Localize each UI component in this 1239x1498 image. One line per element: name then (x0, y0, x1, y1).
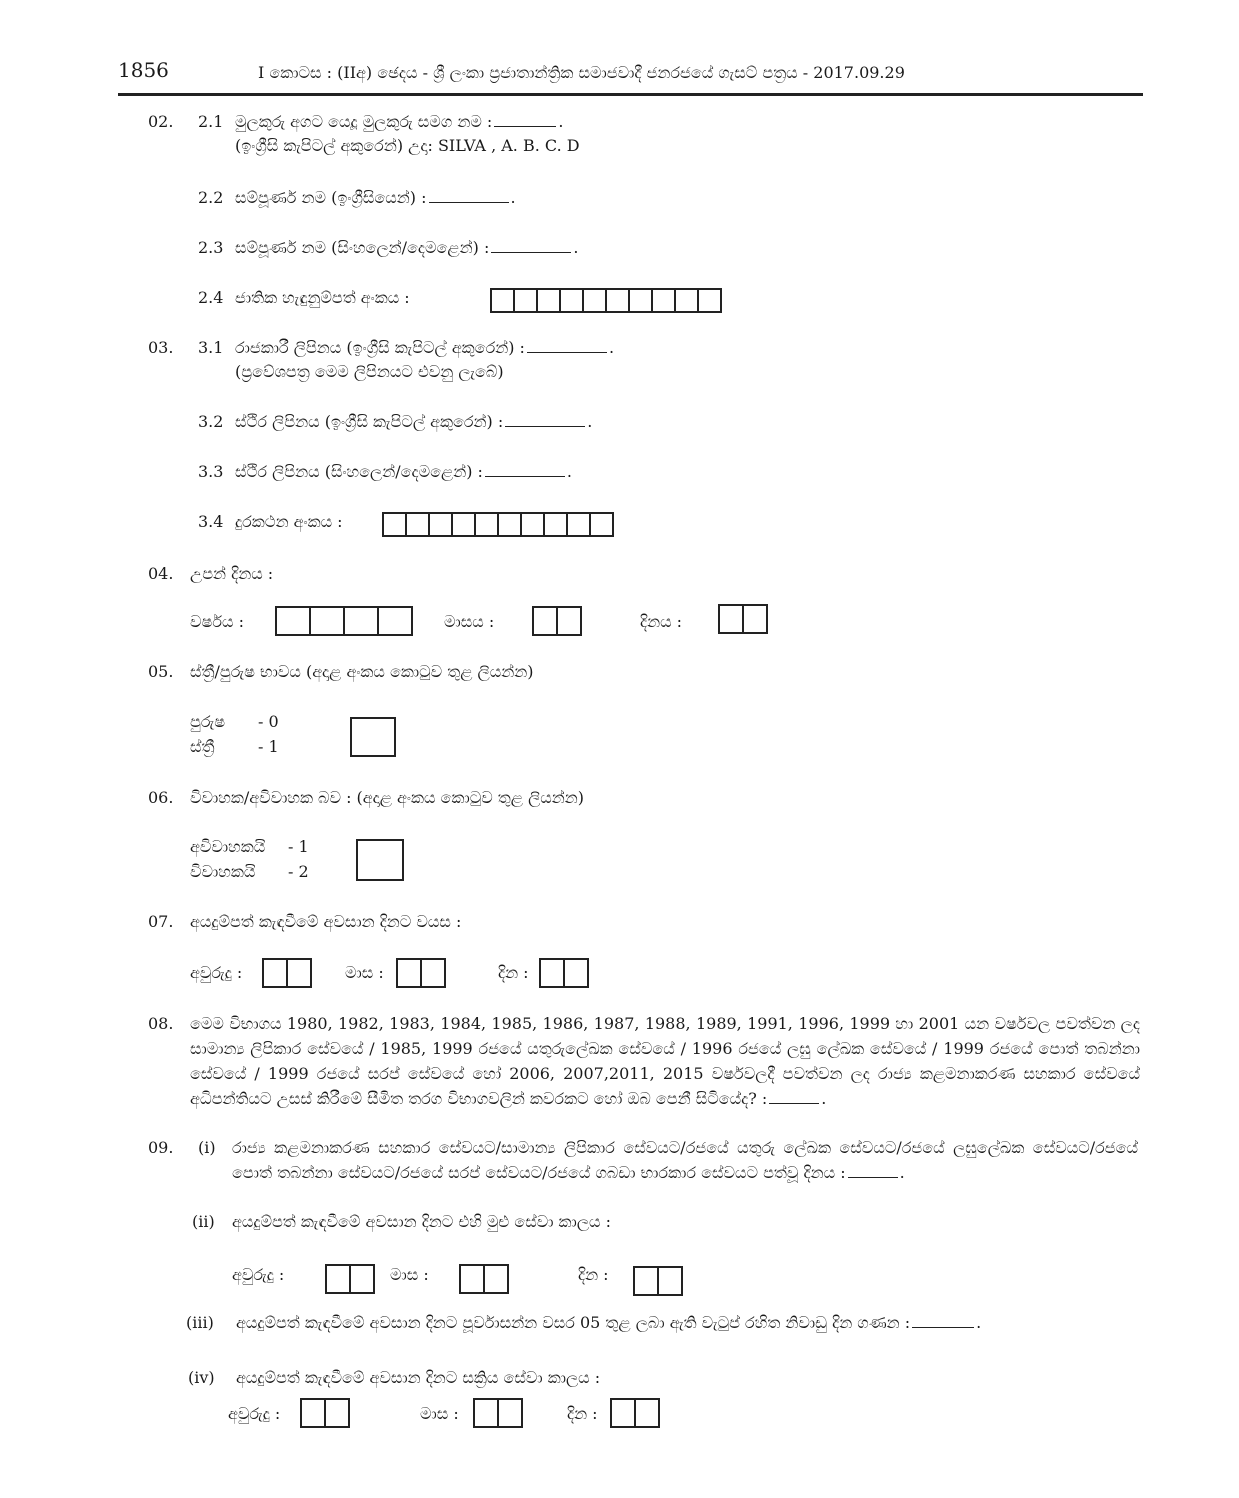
service-months-label: මාස : (390, 1265, 429, 1284)
section-05-number: 05. (148, 662, 174, 681)
item-9-iv-text: අයදුම්පත් කැඳවීමේ අවසාන දිනට සක්‍රිය සේවා කාලය : (236, 1368, 601, 1387)
gender-label: ස්ත්‍රී/පුරුෂ භාවය (අදාළ අංකය කොටුව තුළ ලියන්න) (190, 662, 534, 681)
dob-year-label: වර්ෂය : (190, 612, 244, 631)
dob-year-boxes[interactable] (275, 606, 413, 636)
active-months-label: මාස : (420, 1404, 459, 1423)
fill-line[interactable] (505, 414, 585, 427)
item-9-i-question: රාජ්‍ය කළමනාකරණ සහකාර සේවයට/සාමාන්‍ය ලිපිකාර සේවයට/රජයේ යතුරු ලේඛක සේවයට/රජයේ ලඝුලේඛක සේවයට/රජයේ පොත් තබන්නා සේවයට/රජයේ සරප් සේවයට/රජයේ ගබඩා භාරකාර සේවයට පත්වූ දිනය : . (232, 1138, 1138, 1182)
section-08-number: 08. (148, 1014, 174, 1033)
marital-unmarried-code: - 1 (288, 837, 309, 856)
header-rule (118, 93, 1143, 96)
item-9-i-number: (i) (198, 1138, 216, 1157)
item-2-1-label: මුලකුරු අගට යෙදූ මුලකුරු සමග නම : (235, 112, 493, 131)
section-08-text: මෙම විභාගය 1980, 1982, 1983, 1984, 1985, 1986, 1987, 1988, 1989, 1991, 1996, 1999 හා 2001 යන වර්ෂවල පවත්වන ලද සාමාන්‍ය ලිපිකාර සේවයේ / 1985, 1999 රජයේ යතුරුලේඛක සේවයේ / 1996 රජයේ ලඝු ලේඛක සේවයේ / 1999 රජයේ පොත් තබන්නා සේවයේ / 1999 රජයේ සරප් සේවයේ හෝ 2006, 2007,2011, 2015 වර්ෂවලදී පවත්වන ලද රාජ්‍ය කළමනාකරණ සහකාර සේවයේ අධිපන්තියට උසස් කිරීමේ සීමිත තරග විභාගවලින් කවරකට හෝ ඔබ පෙනී සිටියේද? : (190, 1014, 1140, 1108)
marital-status-label: විවාහක/අවිවාහක බව : (අදාළ අංකය කොටුව තුළ ලියන්න) (190, 788, 585, 807)
section-04-number: 04. (148, 564, 174, 583)
section-07-number: 07. (148, 912, 174, 931)
section-03-number: 03. (148, 338, 174, 357)
page-number: 1856 (118, 58, 169, 82)
item-3-4-number: 3.4 (198, 512, 224, 531)
service-years-label: අවුරුදු : (232, 1265, 285, 1284)
active-years-label: අවුරුදු : (228, 1404, 281, 1423)
section-02-number: 02. (148, 112, 174, 131)
section-08-question: මෙම විභාගය 1980, 1982, 1983, 1984, 1985, 1986, 1987, 1988, 1989, 1991, 1996, 1999 හා 2001 යන වර්ෂවල පවත්වන ලද සාමාන්‍ය ලිපිකාර සේවයේ / 1985, 1999 රජයේ යතුරුලේඛක සේවයේ / 1996 රජයේ ලඝු ලේඛක සේවයේ / 1999 රජයේ පොත් තබන්නා සේවයේ / 1999 රජයේ සරප් සේවයේ හෝ 2006, 2007,2011, 2015 වර්ෂවලදී පවත්වන ලද රාජ්‍ය කළමනාකරණ සහකාර සේවයේ අධිපන්තියට උසස් කිරීමේ සීමිත තරග විභාගවලින් කවරකට හෝ ඔබ පෙනී සිටියේද? : . (190, 1014, 1140, 1108)
service-months-boxes[interactable] (459, 1264, 509, 1294)
active-days-boxes[interactable] (610, 1398, 660, 1428)
section-06-number: 06. (148, 788, 174, 807)
item-9-iv-number: (iv) (188, 1368, 215, 1387)
gender-male-label: පුරුෂ (190, 712, 226, 731)
age-months-boxes[interactable] (396, 958, 446, 988)
item-2-3-row: සම්පූර්ණ නම (සිංහලෙන්/දෙමළෙන්) : . (235, 238, 579, 257)
item-9-iii-text: අයදුම්පත් කැඳවීමේ අවසාන දිනට පූර්වාසන්න වසර 05 තුළ ලබා ඇති වැටුප් රහිත නිවාඩු දින ගණන : (236, 1313, 911, 1332)
item-3-3-row: ස්ථිර ලිපිනය (සිංහලෙන්/දෙමළෙන්) : . (235, 462, 573, 481)
item-2-4-label: ජාතික හැඳුනුම්පත් අංකය : (235, 288, 410, 307)
item-2-2-number: 2.2 (198, 188, 224, 207)
fill-line[interactable] (527, 340, 607, 353)
item-3-4-label: දුරකථන අංකය : (235, 512, 343, 531)
active-months-boxes[interactable] (473, 1398, 523, 1428)
age-days-boxes[interactable] (539, 958, 589, 988)
item-3-1-row: රාජකාරී ලිපිනය (ඉංග්‍රීසි කැපිටල් අකුරෙන්) : . (235, 338, 615, 357)
age-years-label: අවුරුදු : (190, 963, 243, 982)
item-9-ii-text: අයදුම්පත් කැඳවීමේ අවසාන දිනට එහි මුළු සේවා කාලය : (232, 1212, 612, 1231)
item-3-1-note: (ප්‍රවේශපත්‍ර මෙම ලිපිනයට එවනු ලැබේ) (235, 362, 504, 381)
fill-line[interactable] (769, 1091, 819, 1104)
item-3-3-number: 3.3 (198, 462, 224, 481)
item-3-2-label: ස්ථිර ලිපිනය (ඉංග්‍රීසි කැපිටල් අකුරෙන්) : (235, 412, 504, 431)
fill-line[interactable] (429, 190, 509, 203)
item-2-2-row: සම්පූර්ණ නම (ඉංග්‍රීසියෙන්) : . (235, 188, 516, 207)
service-days-boxes[interactable] (633, 1266, 683, 1296)
item-9-iii-row: අයදුම්පත් කැඳවීමේ අවසාන දිනට පූර්වාසන්න වසර 05 තුළ ලබා ඇති වැටුප් රහිත නිවාඩු දින ගණන : . (236, 1313, 982, 1332)
item-3-1-number: 3.1 (198, 338, 224, 357)
marital-married-code: - 2 (288, 862, 309, 881)
marital-unmarried-label: අවිවාහකයි (190, 837, 266, 856)
item-9-i-text: රාජ්‍ය කළමනාකරණ සහකාර සේවයට/සාමාන්‍ය ලිපිකාර සේවයට/රජයේ යතුරු ලේඛක සේවයට/රජයේ ලඝුලේඛක සේවයට/රජයේ පොත් තබන්නා සේවයට/රජයේ සරප් සේවයට/රජයේ ගබඩා භාරකාර සේවයට පත්වූ දිනය : (232, 1138, 1138, 1182)
dob-month-label: මාසය : (444, 612, 495, 631)
gender-male-code: - 0 (258, 712, 279, 731)
item-9-ii-number: (ii) (192, 1212, 215, 1231)
marital-status-box[interactable] (356, 839, 404, 881)
item-9-iii-number: (iii) (186, 1313, 214, 1332)
item-2-1-example: (ඉංග්‍රීසි කැපිටල් අකුරෙන්) උදා: SILVA , A. B. C. D (235, 136, 580, 155)
fill-line[interactable] (848, 1165, 898, 1178)
age-years-boxes[interactable] (262, 958, 312, 988)
item-2-1-number: 2.1 (198, 112, 224, 131)
fill-line[interactable] (491, 240, 571, 253)
item-2-3-number: 2.3 (198, 238, 224, 257)
item-2-1-row: මුලකුරු අගට යෙදූ මුලකුරු සමග නම : . (235, 112, 564, 131)
age-label: අයදුම්පත් කැඳවීමේ අවසාන දිනට වයස : (190, 912, 462, 931)
active-days-label: දින : (567, 1404, 598, 1423)
fill-line[interactable] (494, 114, 556, 127)
gender-female-label: ස්ත්‍රී (190, 737, 215, 756)
item-3-1-label: රාජකාරී ලිපිනය (ඉංග්‍රීසි කැපිටල් අකුරෙන්) : (235, 338, 525, 357)
item-2-2-label: සම්පූර්ණ නම (ඉංග්‍රීසියෙන්) : (235, 188, 427, 207)
service-days-label: දින : (578, 1265, 609, 1284)
item-3-3-label: ස්ථිර ලිපිනය (සිංහලෙන්/දෙමළෙන්) : (235, 462, 483, 481)
gender-female-code: - 1 (258, 737, 279, 756)
dob-day-boxes[interactable] (718, 604, 768, 634)
active-years-boxes[interactable] (300, 1398, 350, 1428)
section-09-number: 09. (148, 1138, 174, 1157)
phone-number-boxes[interactable] (382, 512, 614, 537)
item-3-2-row: ස්ථිර ලිපිනය (ඉංග්‍රීසි කැපිටල් අකුරෙන්) : . (235, 412, 593, 431)
fill-line[interactable] (912, 1315, 974, 1328)
age-days-label: දින : (498, 963, 529, 982)
item-2-4-number: 2.4 (198, 288, 224, 307)
gender-box[interactable] (350, 717, 396, 757)
page-header-title: I කොටස : (IIඅ) ඡෙදය - ශ්‍රී ලංකා ප්‍රජාතාන්ත්‍රික සමාජවාදී ජනරජයේ ගැසට් පත්‍රය - 2017.09.29 (258, 63, 905, 82)
dob-day-label: දිනය : (640, 612, 683, 631)
item-2-3-label: සම්පූර්ණ නම (සිංහලෙන්/දෙමළෙන්) : (235, 238, 490, 257)
nic-number-boxes[interactable] (490, 288, 722, 313)
marital-married-label: විවාහකයි (190, 862, 256, 881)
fill-line[interactable] (485, 464, 565, 477)
dob-label: උපන් දිනය : (190, 564, 274, 583)
dob-month-boxes[interactable] (532, 606, 582, 636)
service-years-boxes[interactable] (325, 1264, 375, 1294)
item-3-2-number: 3.2 (198, 412, 224, 431)
age-months-label: මාස : (345, 963, 384, 982)
